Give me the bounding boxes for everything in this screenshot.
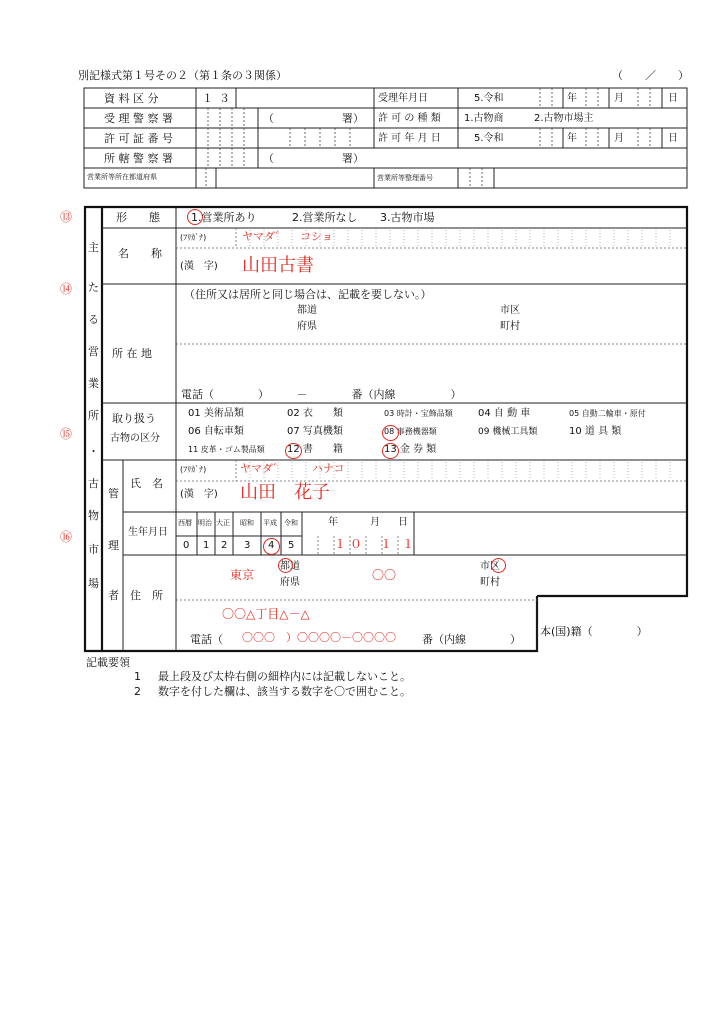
side-char-7: 古 [88,477,99,490]
shozaichi-chouson: 町村 [500,321,520,332]
era-num-4: 4 [268,540,275,551]
side-char-0: 主 [88,241,99,254]
era-num-5: 5 [288,540,295,551]
jusho-shiku: 市区 [480,561,500,572]
jusho-todo-circle [278,558,293,573]
birth-month-value: １ [380,537,393,551]
jusho-todo: 都道 [280,561,300,572]
note-1-num: 1 [134,670,141,683]
side-char-1: た [88,281,99,294]
keitai-opt3: 3.古物市場 [380,211,435,224]
row-number-13: ⑬ [60,210,73,224]
era-num-1: 1 [203,540,210,551]
juri-day: 日 [668,93,678,104]
jusho-ku-circle [491,558,506,573]
kanrisha-phone-prefix: 電話（ [190,633,223,646]
date-slot: （ ／ ） [612,69,689,82]
era-num-2: 2 [221,540,228,551]
side-char-5: 所 [88,409,99,422]
era-reiwa: 令和 [284,519,298,527]
shozaichi-label: 所 在 地 [112,347,152,360]
side-char-6: ・ [88,445,99,458]
shimei-label: 氏 名 [130,477,163,490]
kanrisha-phone-area: 〇〇〇 [242,631,275,644]
shozaichi-todo: 都道 [297,305,317,316]
category-07: 07 写真機類 [287,426,343,437]
category-13-circle [382,443,399,459]
category-06: 06 自転車類 [188,426,244,437]
kyoka-era: 5.令和 [474,133,504,144]
juri-month: 月 [614,93,624,104]
era-heisei-circle [263,538,280,555]
era-heisei: 平成 [263,519,277,527]
category-08: 08 事務機器類 [384,427,437,436]
kyoka-bango-label: 許 可 証 番 号 [104,132,173,145]
kanrisha-char-0: 管 [108,487,119,500]
meisho-kanji-label: (漢 字) [180,261,218,272]
category-09: 09 機械工具類 [478,427,538,437]
toriatsukai-label-2: 古物の区分 [110,433,160,444]
row-number-15: ⑮ [60,427,73,441]
note-2-num: 2 [134,685,141,698]
kyoka-shurui-opt2: 2.古物市場主 [534,113,594,124]
shozaichi-fuken: 府県 [297,321,317,332]
city-value: 〇〇 [372,568,397,582]
juri-year: 年 [567,93,577,104]
shozaichi-phone: 電話（ ） － 番（内線 ） [181,388,462,401]
jusho-label: 住 所 [130,589,163,602]
juri-keisatsu-label: 受 理 警 察 署 [104,112,173,125]
meisho-furigana-value1: ヤマダ゛ [242,230,286,243]
category-11: 11 皮革・ゴム製品類 [188,445,265,454]
paren-open-1: （ [263,112,274,125]
meisho-furigana-label: (ﾌﾘｶﾞﾅ) [180,233,207,242]
kanrisha-phone-mid: ）〇〇〇〇－〇〇〇〇 [286,631,396,644]
era-num-3: 3 [244,540,251,551]
row-number-16: ⑯ [60,530,73,544]
side-char-3: 営 [88,345,99,358]
seinengappi-label: 生年月日 [128,527,168,538]
keitai-opt2: 2.営業所なし [292,211,358,224]
kanrisha-kanji-label: (漢 字) [180,489,218,500]
kyoka-ymd-label: 許 可 年 月 日 [378,133,441,144]
category-12-circle [285,443,302,459]
keitai-opt1-num: 1 [191,211,198,224]
form-title: 別記様式第１号その２（第１条の３関係） [78,69,287,82]
side-char-4: 業 [88,377,99,390]
era-showa: 昭和 [240,519,254,527]
birth-day-label: 日 [398,517,408,528]
jusho-chouson: 町村 [480,577,500,588]
note-1: 最上段及び太枠右側の細枠内には記載しないこと。 [158,670,411,683]
note-2: 数字を付した欄は、該当する数字を〇で囲むこと。 [158,685,411,698]
kankatsu-keisatsu-label: 所 轄 警 察 署 [104,152,173,165]
birth-month-label: 月 [370,517,380,528]
kanrisha-phone-suffix: 番（内線 ） [422,633,521,646]
kanrisha-name: 山田 花子 [240,482,330,503]
meisho-label: 名 称 [118,247,162,260]
sho-label-2: 署） [342,152,364,165]
sho-label-1: 署） [342,112,364,125]
category-03: 03 時計・宝飾品類 [384,409,453,418]
category-01: 01 美術品類 [188,408,244,419]
kanrisha-furigana-value2: ハナコ [312,462,345,475]
era-meiji: 明治 [198,519,212,527]
era-seireki: 西暦 [178,519,192,527]
row-number-14: ⑭ [60,282,73,296]
kyoka-shurui-label: 許 可 の 種 類 [378,113,441,124]
kanrisha-furigana-value1: ヤマダ゛ [240,462,284,475]
eigyosho-seiri-label: 営業所等整理番号 [377,174,433,182]
paren-open-2: （ [263,152,274,165]
shozaichi-note: （住所又は居所と同じ場合は、記載を要しない。） [184,288,432,301]
meisho-furigana-value2: コショ [300,230,333,243]
birth-day-value: １ [402,537,415,551]
keitai-opt1-text: .営業所あり [198,211,257,224]
category-13: 13 金 券 類 [384,444,437,455]
keitai-label: 形 態 [116,211,160,224]
jusho-fuken: 府県 [280,577,300,588]
pref-value: 東京 [230,568,255,582]
notes-title: 記載要領 [86,656,130,669]
kanrisha-char-1: 理 [108,539,119,552]
category-05: 05 自動二輪車・原付 [569,409,646,418]
kyoka-shurui-opt1: 1.古物商 [464,113,504,124]
category-08-circle [382,425,399,441]
category-04: 04 自 動 車 [478,408,531,419]
eigyosho-todofuken-label: 営業所等所在都道府県 [87,173,157,181]
era-taisho: 大正 [216,519,230,527]
side-char-8: 物 [88,509,99,522]
honseki-label: 本(国)籍（ ） [540,625,648,638]
kyoka-day: 日 [668,133,678,144]
kyoka-month: 月 [614,133,624,144]
category-02: 02 衣 類 [287,408,343,419]
shiryo-kubun-value: １３ [202,92,236,105]
side-char-2: る [88,313,99,326]
juri-era: 5.令和 [474,93,504,104]
juri-ymd-label: 受理年月日 [378,93,428,104]
birth-year-value: １０ [334,537,367,551]
category-12: 12 書 籍 [287,444,343,455]
side-char-9: 市 [88,543,99,556]
side-char-10: 場 [88,577,99,590]
meisho-value: 山田古書 [242,255,314,276]
kanrisha-char-2: 者 [108,589,119,602]
toriatsukai-label-1: 取り扱う [112,412,156,425]
shiryo-kubun-label: 資 料 区 分 [104,92,159,105]
kanrisha-furigana-label: (ﾌﾘｶﾞﾅ) [180,465,207,474]
era-num-0: 0 [183,540,190,551]
shozaichi-shiku: 市区 [500,305,520,316]
address-value: 〇〇△丁目△－△ [222,607,310,621]
kyoka-year: 年 [567,133,577,144]
category-10: 10 道 具 類 [569,426,622,437]
birth-year-label: 年 [328,517,338,528]
